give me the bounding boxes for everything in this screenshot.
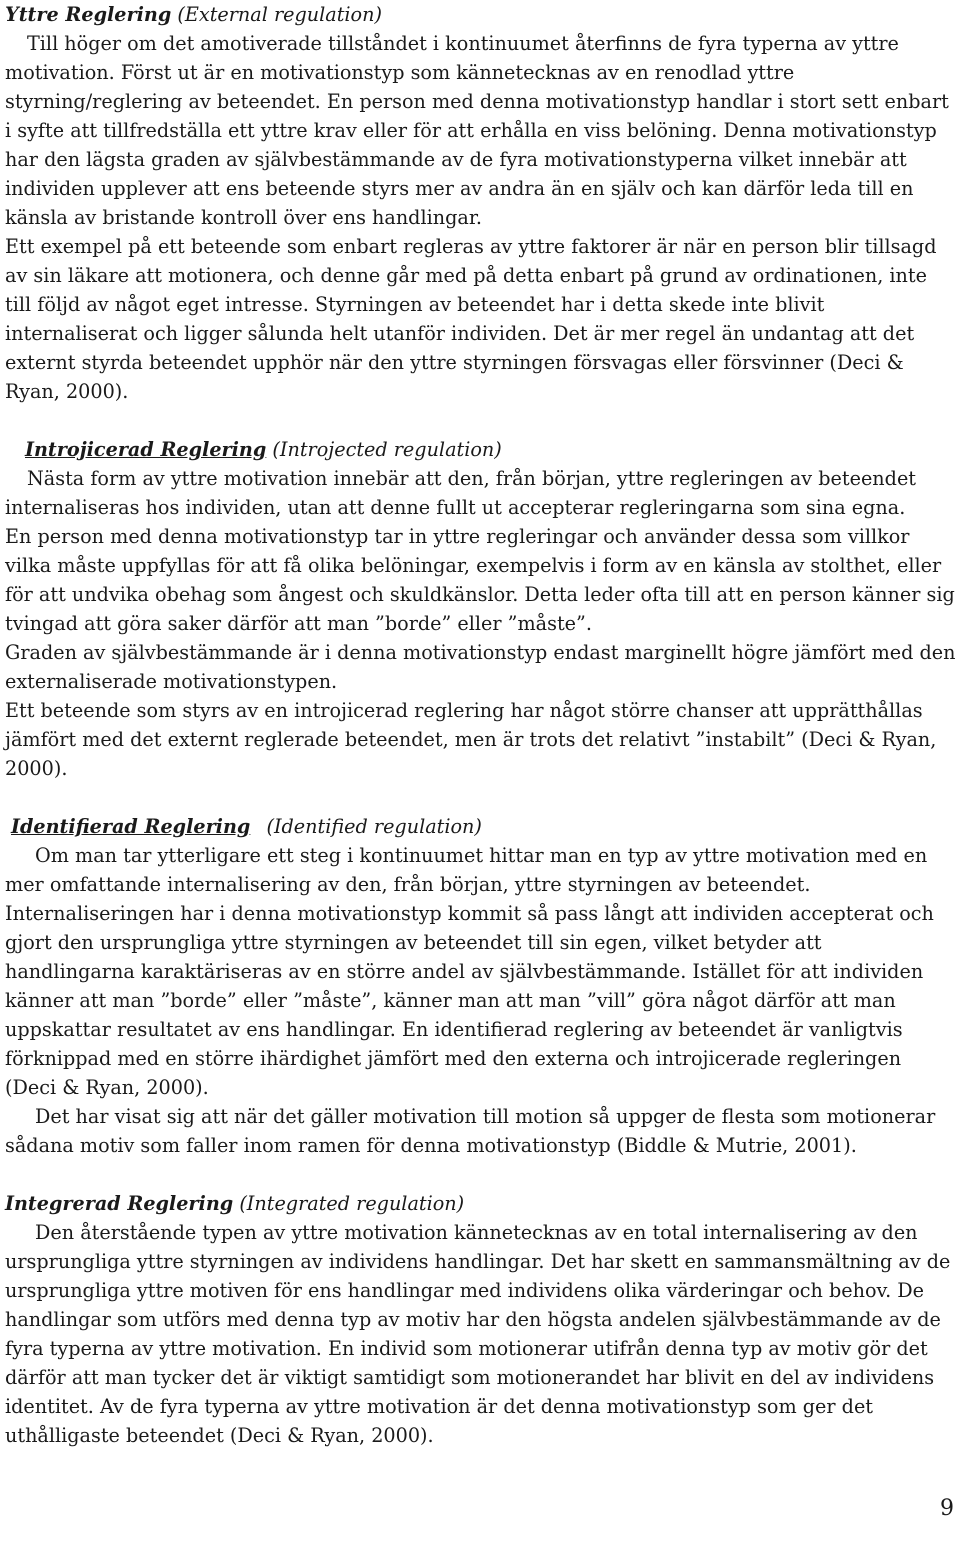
heading-title: Integrerad Reglering	[5, 1192, 234, 1215]
section-spacer	[5, 783, 956, 812]
paragraph: Ett beteende som styrs av en introjicerad reglering har något större chanser att upprätthållas jämfört med det externt reglerade beteendet, men är trots det relativt ”instabilt” (Deci & Ryan, 2000).	[5, 699, 937, 780]
paragraph: Den återstående typen av yttre motivation kännetecknas av en total internalisering av den ursprungliga yttre styrningen av individens handlingar. Det har skett en sammansmältning av de ursprungliga yttre motiven för ens handlingar med individens olika värderingar och behov. De handlingar som utförs med denna typ av motiv har den högsta andelen självbestämmande av de fyra typerna av yttre motivation. En individ som motionerar utifrån denna typ av motiv gör det därför att man tycker det är viktigt samtidigt som motionerandet har blivit en del av individens identitet. Av de fyra typerna av yttre motivation är det denna motivationstyp som ger det uthålligaste beteendet (Deci & Ryan, 2000).	[5, 1221, 951, 1447]
section-introjected-regulation	[5, 435, 956, 783]
paragraph: En person med denna motivationstyp tar in yttre regleringar och använder dessa som villkor vilka måste uppfyllas för att få olika belöningar, exempelvis i form av en känsla av stolthet, eller för att undvika obehag som ångest och skuldkänslor. Detta leder ofta till att en person känner sig tvingad att göra saker därför att man ”borde” eller ”måste”.	[5, 525, 955, 635]
section-spacer	[5, 406, 956, 435]
paragraph: Nästa form av yttre motivation innebär att den, från början, yttre regleringen av beteendet internaliseras hos individen, utan att denne fullt ut accepterar regleringarna som sina egna.	[5, 467, 917, 519]
paragraph: Graden av självbestämmande är i denna motivationstyp endast marginellt högre jämfört med den externaliserade motivationstypen.	[5, 641, 956, 693]
heading-subtitle: (Integrated regulation)	[239, 1192, 465, 1215]
paragraph: Om man tar ytterligare ett steg i kontinuumet hittar man en typ av yttre motivation med en mer omfattande internalisering av den, från början, yttre styrningen av beteendet.	[5, 844, 928, 896]
section-integrated-regulation	[5, 1189, 956, 1450]
paragraph: Det har visat sig att när det gäller motivation till motion så uppger de flesta som motionerar sådana motiv som faller inom ramen för denna motivationstyp (Biddle & Mutrie, 2001).	[5, 1105, 936, 1157]
paragraph: Till höger om det amotiverade tillståndet i kontinuumet återfinns de fyra typerna av yttre motivation. Först ut är en motivationstyp som kännetecknas av en renodlad yttre styrning/reglering av beteendet. En person med denna motivationstyp handlar i stort sett enbart i syfte att tillfredställa ett yttre krav eller för att erhålla en viss belöning. Denna motivationstyp har den lägsta graden av självbestämmande av de fyra motivationstyperna vilket innebär att individen upplever att ens beteende styrs mer av andra än en själv och kan därför leda till en känsla av bristande kontroll över ens handlingar.	[5, 32, 949, 229]
heading-title: Identifierad Reglering	[11, 815, 251, 838]
paragraph: Internaliseringen har i denna motivationstyp kommit så pass långt att individen accepterat och gjort den ursprungliga yttre styrningen av beteendet till sin egen, vilket betyder att handlingarna karaktäriseras av en större andel av självbestämmande. Istället för att individen känner att man ”borde” eller ”måste”, känner man att man ”vill” göra något därför att man uppskattar resultatet av ens handlingar. En identifierad reglering av beteendet är vanligtvis förknippad med en större ihärdighet jämfört med den externa och introjicerade regleringen (Deci & Ryan, 2000).	[5, 902, 934, 1099]
section-heading	[5, 435, 956, 464]
section-external-regulation	[5, 0, 956, 406]
section-spacer	[5, 1160, 956, 1189]
heading-title: Introjicerad Reglering	[25, 438, 267, 461]
section-heading	[5, 812, 956, 841]
paragraph: Ett exempel på ett beteende som enbart regleras av yttre faktorer är när en person blir tillsagd av sin läkare att motionera, och denne går med på detta enbart på grund av ordinationen, inte till följd av något eget intresse. Styrningen av beteendet har i detta skede inte blivit internaliserat och ligger sålunda helt utanför individen. Det är mer regel än undantag att det externt styrda beteendet upphör när den yttre styrningen försvagas eller försvinner (Deci & Ryan, 2000).	[5, 235, 937, 403]
section-heading	[5, 0, 956, 29]
heading-subtitle: (Introjected regulation)	[272, 438, 502, 461]
page-number: 9	[940, 1496, 954, 1521]
heading-title: Yttre Reglering	[5, 3, 172, 26]
section-heading	[5, 1189, 956, 1218]
heading-subtitle: (External regulation)	[177, 3, 382, 26]
heading-subtitle: (Identified regulation)	[266, 815, 482, 838]
section-identified-regulation	[5, 812, 956, 1160]
